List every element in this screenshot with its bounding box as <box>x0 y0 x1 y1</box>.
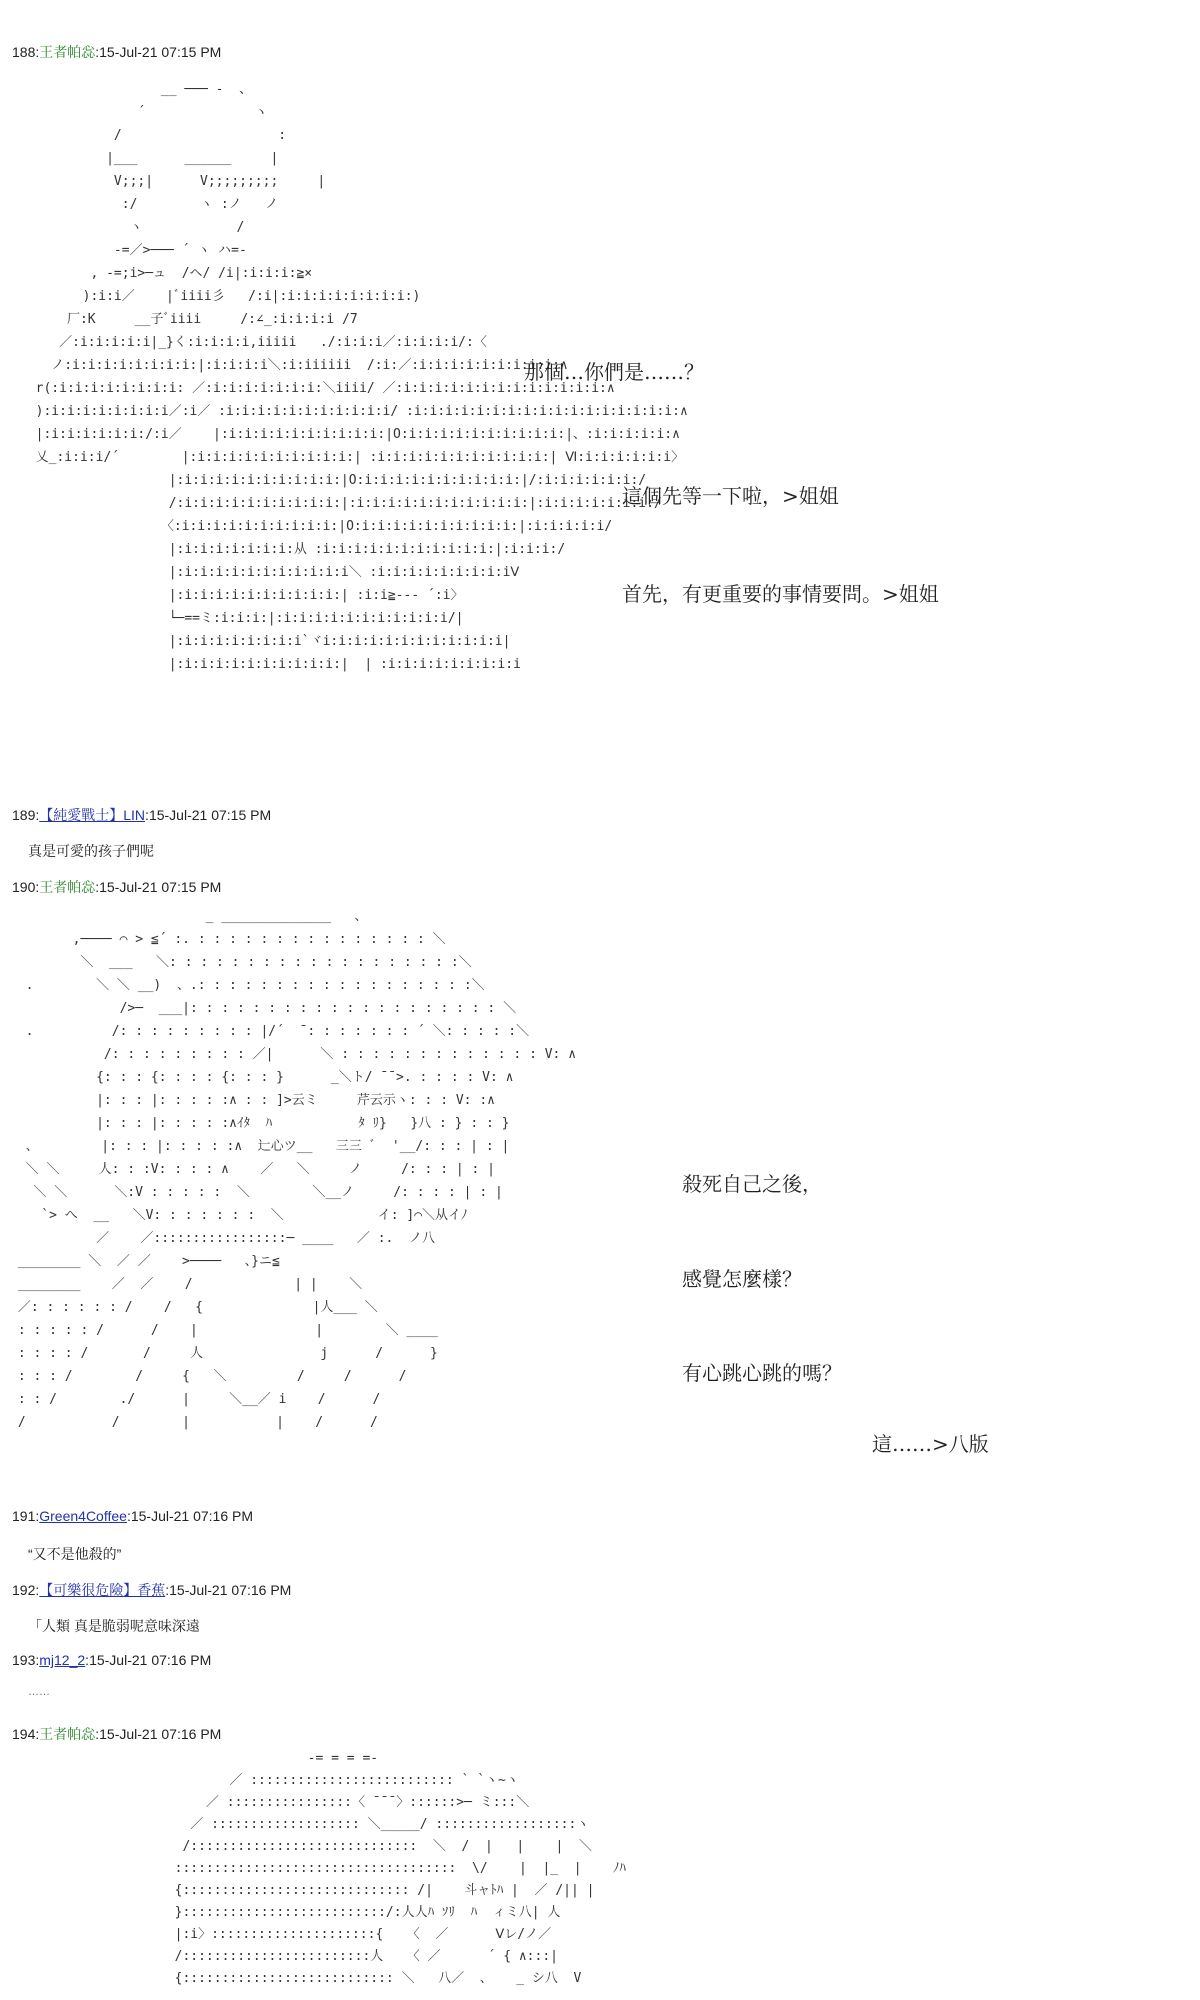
dialogue-line: 這……>八版 <box>872 1432 989 1456</box>
ascii-art-190: _ ______________ 、 ,──── ⌒ > ≦´ :. : : : : : : : : : : : : : : : ＼ ＼ ___ ＼: : : : : : : : : : : : : : : : : : :＼ . ＼ ＼ __) 、.: : : : : : : : : : : : : : : : : :＼ />─ ___|: : : : : : : : : : : : : : : : : : : : ＼ . /: : : : : : : : : |/´ ̄ : : : : : : : ´ ＼: : : : :＼ /: : : : : : : : : ／| ＼ : : : : : : : : : : : : : V: ∧ {: : : {: : : : {: : : } _＼ト/ ̄ ̄ >. : : : : V: ∧ |: : : |: : : : :∧ : : ]>云ミ 芹云示ヽ: : : V: :∧ |: : : |: : : : :∧ｲﾀ ﾊ ﾀ ﾘ} }八 : } : : } 、 |: : : |: : : : :∧ 辷心ツ__ 三三 ﾞ '__/: : : | : | ＼ ＼ 人: : :V: : : : ∧ ／ ＼ ノ /: : : | : | ＼ ＼ ＼:V : : : : : ＼ ＼__ノ /: : : : | : | `> へ __ ＼V: : : : : : : ＼ イ: ]⌒＼从イﾉ ／ ／:::::::::::::::::─ ____ ／ :. ノ八 ________ ＼ ／ ／ >──── 、}ニ≦ ________ ／ ／ / | | ＼ ／: : : : : : / / { |人___ ＼ : : : : : / / | | ＼ ____ : : : : / / 人 j / } : : : / / { ＼ / / / : : / ./ | ＼__／ i / / / / | | / / <box>17 909 577 1430</box>
post-header-194: 194:王者帕惢:15-Jul-21 07:16 PM <box>12 1726 222 1742</box>
post-header-192: 192:【可樂很危險】香蕉:15-Jul-21 07:16 PM <box>12 1582 292 1598</box>
post-header-190: 190:王者帕惢:15-Jul-21 07:15 PM <box>12 879 222 895</box>
post-time: 15-Jul-21 07:15 PM <box>99 44 222 60</box>
post-number: 194 <box>12 1726 36 1742</box>
dialogue-line: 感覺怎麼樣？ <box>682 1267 802 1291</box>
post-number: 193 <box>12 1652 36 1668</box>
post-author[interactable]: 王者帕惢 <box>39 879 96 895</box>
ascii-art-188: __ ─── - 、 ´ ヽ / : |___ ______ | V;;;| V;;;;;;;;; | :/ ヽ :ノ ノ ヽ / -=／>─── ´ ヽ ハ=- , -=;i>─ュ /ヘ/ /i|:i:i:i:≧× ):i:i／ |ﾞiiii彡 /:i|:i:i:i:i:i:i:i:i:) 厂:K __子ﾞiiii /:∠_:i:i:i:i /7 ／:i:i:i:i:i|_}く:i:i:i:i,iiiii ./:i:i:i／:i:i:i:i/:〈 ノ:i:i:i:i:i:i:i:i:|:i:i:i:i＼:i:iiiiii /:i:／:i:i:i:i:i:i:i:i:i:∧ r(:i:i:i:i:i:i:i:i: ／:i:i:i:i:i:i:i:＼iiii/ ／:i:i:i:i:i:i:i:i:i:i:i:i:i:∧ ):i:i:i:i:i:i:i:i／:i／ :i:i:i:i:i:i:i:i:i:i:i/ :i:i:i:i:i:i:i:i:i:i:i:i:i:i:i:i:i:∧ |:i:i:i:i:i:i:/:i／ |:i:i:i:i:i:i:i:i:i:i:|O:i:i:i:i:i:i:i:i:i:i:|、:i:i:i:i:i:∧ 乂_:i:i:i/´ |:i:i:i:i:i:i:i:i:i:i:| :i:i:i:i:i:i:i:i:i:i:i:| Ⅵ:i:i:i:i:i:i〉 |:i:i:i:i:i:i:i:i:i:i:|O:i:i:i:i:i:i:i:i:i:i:|/:i:i:i:i:i:i:/ /:i:i:i:i:i:i:i:i:i:i:|:i:i:i:i:i:i:i:i:i:i:i:|:i:i:i:i:i:i:i:/ 〈:i:i:i:i:i:i:i:i:i:i:|O:i:i:i:i:i:i:i:i:i:i:|:i:i:i:i:i/ |:i:i:i:i:i:i:i:从 :i:i:i:i:i:i:i:i:i:i:i:|:i:i:i:/ |:i:i:i:i:i:i:i:i:i:i:i＼ :i:i:i:i:i:i:i:i:iⅤ |:i:i:i:i:i:i:i:i:i:i:| :i:i≧--- ´:i〉 └─==ミ:i:i:i:|:i:i:i:i:i:i:i:i:i:i:i/| |:i:i:i:i:i:i:i:i`ヾi:i:i:i:i:i:i:i:i:i:i:i| |:i:i:i:i:i:i:i:i:i:i:| | :i:i:i:i:i:i:i:i:i <box>35 82 688 672</box>
post-time: 15-Jul-21 07:16 PM <box>130 1508 254 1524</box>
post-header-191: 191:Green4Coffee:15-Jul-21 07:16 PM <box>12 1508 254 1524</box>
dialogue-line: 首先，有更重要的事情要問。>姐姐 <box>622 582 939 606</box>
post-body: …… <box>28 1686 50 1698</box>
post-header-188: 188:王者帕惢:15-Jul-21 07:15 PM <box>12 44 222 60</box>
post-number: 192 <box>12 1582 36 1598</box>
post-body: “又不是他殺的” <box>28 1546 122 1562</box>
post-header-193: 193:mj12_2:15-Jul-21 07:16 PM <box>12 1652 212 1668</box>
dialogue-line: 那個…你們是……？ <box>524 360 704 384</box>
post-time: 15-Jul-21 07:16 PM <box>89 1652 212 1668</box>
dialogue-line: 殺死自己之後， <box>682 1172 822 1196</box>
post-body: 「人類 真是脆弱呢意味深遠 <box>28 1618 200 1634</box>
post-number: 191 <box>12 1508 36 1524</box>
post-time: 15-Jul-21 07:16 PM <box>99 1726 222 1742</box>
post-author-link[interactable]: 【純愛戰士】LIN <box>39 807 146 823</box>
ascii-art-194: -= = = =- ／ :::::::::::::::::::::::::: ` `ヽ~ヽ ／ ::::::::::::::::〈 ̄ ̄ ̄ 〉::::::>─ ミ:::＼ ／ ::::::::::::::::::: ＼_____/ ::::::::::::::::::ヽ /::::::::::::::::::::::::::::: ＼ / | | | ＼ :::::::::::::::::::::::::::::::::::: \/ | |_ | ﾉﾊ {::::::::::::::::::::::::::::: /| 斗ャﾄﾊ | ／ /|| | }::::::::::::::::::::::::::/:人人ﾊ ｿﾘ ﾊ ィミ八| 人 |:i〉:::::::::::::::::::::{ 〈 ／ Ⅴレ/ノ／ /::::::::::::::::::::::::人 〈 ／ ´ { ∧:::| {::::::::::::::::::::::::::: ＼ 八／ 、 _ シ八 V <box>174 1751 626 1986</box>
post-number: 189 <box>12 807 36 823</box>
post-author-link[interactable]: 【可樂很危險】香蕉 <box>39 1582 166 1598</box>
post-author[interactable]: 王者帕惢 <box>39 1726 96 1742</box>
post-number: 188 <box>12 44 36 60</box>
post-author-link[interactable]: Green4Coffee <box>39 1508 127 1524</box>
post-time: 15-Jul-21 07:15 PM <box>148 807 272 823</box>
dialogue-line: 有心跳心跳的嗎？ <box>682 1361 842 1385</box>
post-number: 190 <box>12 879 36 895</box>
post-author-link[interactable]: mj12_2 <box>39 1652 86 1668</box>
post-header-189: 189:【純愛戰士】LIN:15-Jul-21 07:15 PM <box>12 807 272 823</box>
post-author[interactable]: 王者帕惢 <box>39 44 96 60</box>
post-time: 15-Jul-21 07:16 PM <box>169 1582 292 1598</box>
post-time: 15-Jul-21 07:15 PM <box>99 879 222 895</box>
post-body: 真是可愛的孩子們呢 <box>28 843 154 859</box>
dialogue-line: 這個先等一下啦，>姐姐 <box>622 484 839 508</box>
